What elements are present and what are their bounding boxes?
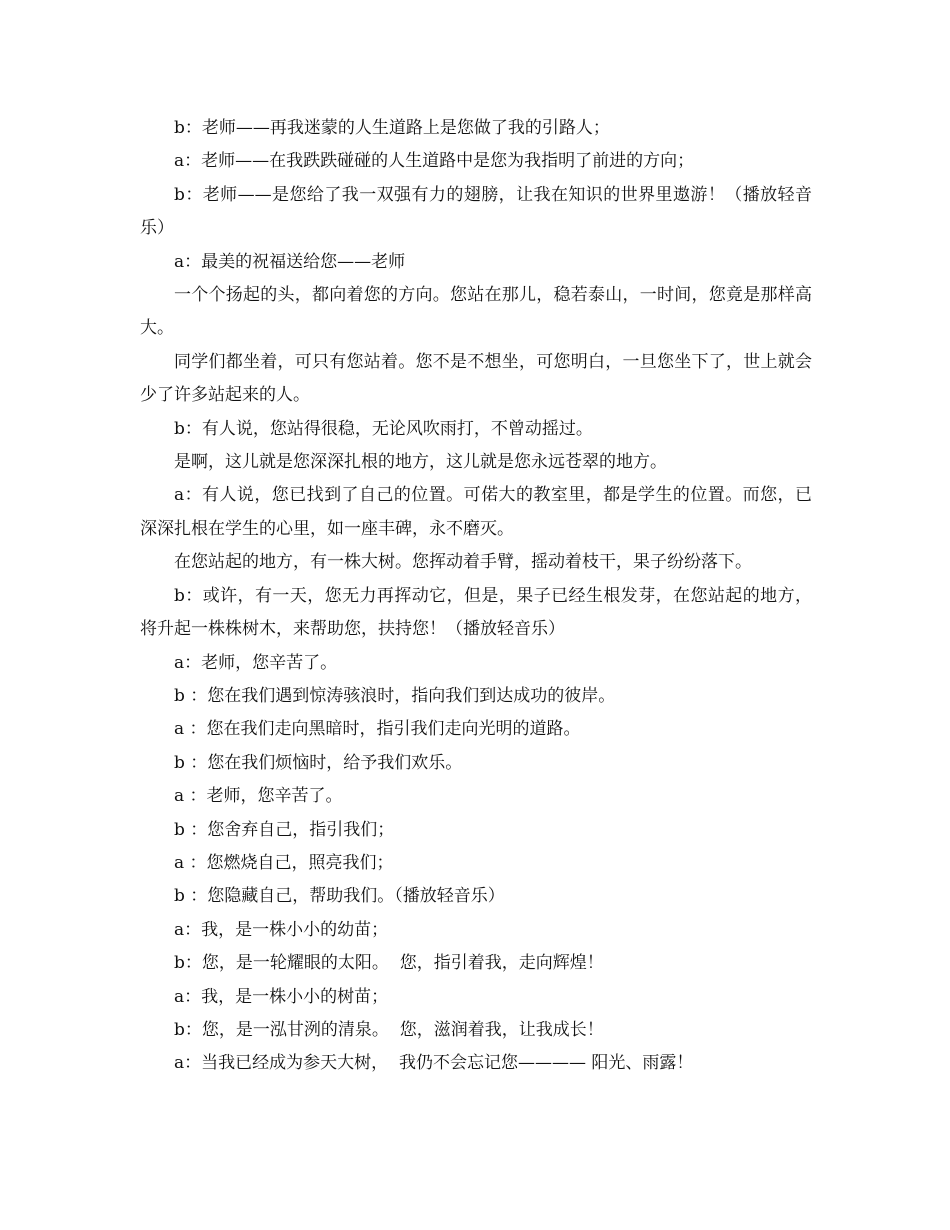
paragraph: b：或许，有一天，您无力再挥动它，但是，果子已经生根发芽，在您站起的地方，将升起一株株树木，来帮助您，扶持您！（播放轻音乐） xyxy=(140,585,812,640)
paragraph: a ：老师，您辛苦了。 xyxy=(174,786,343,807)
paragraph: a：老师——在我跌跌碰碰的人生道路中是您为我指明了前进的方向； xyxy=(174,151,695,172)
paragraph: a：我，是一株小小的树苗； xyxy=(174,986,389,1007)
paragraph: 一个个扬起的头，都向着您的方向。您站在那儿，稳若泰山，一时间，您竟是那样高大。 xyxy=(140,285,812,339)
paragraph: 同学们都坐着，可只有您站着。您不是不想坐，可您明白，一旦您坐下了，世上就会少了许多站起来的人。 xyxy=(140,351,812,406)
paragraph: a ：您在我们走向黑暗时，指引我们走向光明的道路。 xyxy=(174,719,581,740)
paragraph: b ：您在我们遇到惊涛骇浪时，指向我们到达成功的彼岸。 xyxy=(174,685,616,706)
paragraph: a：当我已经成为参天大树， 我仍不会忘记您———— 阳光、雨露！ xyxy=(174,1053,694,1074)
paragraph: a ：您燃烧自己，照亮我们； xyxy=(174,852,394,873)
paragraph: b ：您舍弃自己，指引我们； xyxy=(174,819,395,840)
paragraph: a：最美的祝福送给您——老师 xyxy=(174,251,406,272)
paragraph: 在您站起的地方，有一株大树。您挥动着手臂，摇动着枝干，果子纷纷落下。 xyxy=(174,552,752,573)
paragraph: b：老师——再我迷蒙的人生道路上是您做了我的引路人； xyxy=(174,118,610,138)
paragraph: a：有人说，您已找到了自己的位置。可偌大的教室里，都是学生的位置。而您，已深深扎根在学生的心里，如一座丰碑，永不磨灭。 xyxy=(140,485,812,539)
paragraph: b：有人说，您站得很稳，无论风吹雨打，不曾动摇过。 xyxy=(174,418,593,439)
paragraph: b：您，是一轮耀眼的太阳。 您，指引着我，走向辉煌！ xyxy=(174,953,604,974)
paragraph: a：老师，您辛苦了。 xyxy=(174,652,338,673)
document-page xyxy=(140,112,812,1081)
paragraph: b ：您在我们烦恼时，给予我们欢乐。 xyxy=(174,752,463,773)
paragraph: 是啊，这儿就是您深深扎根的地方，这儿就是您永远苍翠的地方。 xyxy=(174,452,667,473)
paragraph: b ：您隐藏自己，帮助我们。（播放轻音乐） xyxy=(174,886,505,907)
paragraph: b：您，是一泓甘洌的清泉。 您，滋润着我，让我成长！ xyxy=(174,1019,604,1040)
paragraph: a：我，是一株小小的幼苗； xyxy=(174,919,389,940)
paragraph: b：老师——是您给了我一双强有力的翅膀，让我在知识的世界里遨游！（播放轻音乐） xyxy=(140,184,812,239)
